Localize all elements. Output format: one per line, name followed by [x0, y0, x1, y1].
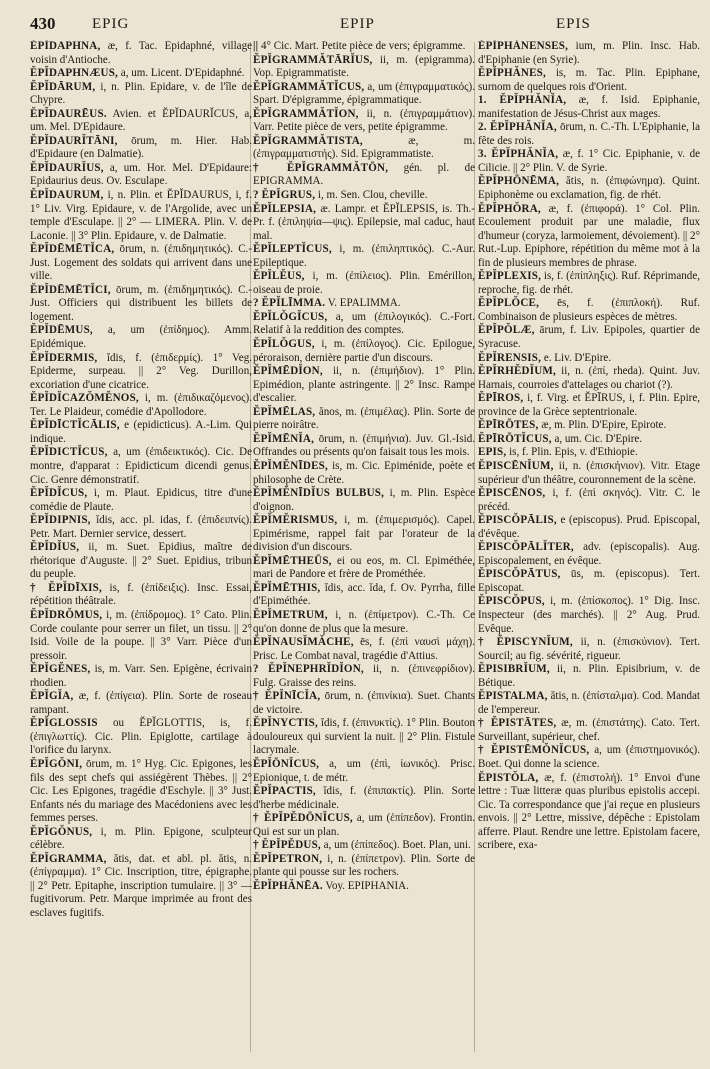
- entry-headword: ĔPĬGLOSSIS: [30, 717, 98, 730]
- dictionary-entry: [253, 514, 475, 555]
- entry-definition: ium, m. Plin. Insc. Hab. d'Epiphanie (en Syrie).: [478, 40, 700, 66]
- dictionary-entry: [478, 40, 700, 67]
- dictionary-entry: [253, 162, 475, 189]
- entry-definition: ĭdis, f. (ἐπινυκτίς). 1° Plin. Bouton douloureux qui survient la nuit. || 2° Plin. Fistule lacrymale.: [253, 717, 475, 757]
- entry-headword: ĔPĬDĬCUS,: [30, 487, 88, 500]
- entry-definition: i, m. (ἐπίσκοπος). 1° Dig. Insc. Inspecteur (des marchés). || 2° Aug. Prud. Evêque.: [478, 595, 700, 635]
- dictionary-entry: [253, 203, 475, 244]
- entry-definition: a, um (ἐπιστημονικός). Boet. Qui donne la science.: [478, 744, 700, 770]
- dictionary-entry: [478, 94, 700, 121]
- entry-headword: ĔPĬGRAMMĂTISTA,: [253, 134, 363, 147]
- dictionary-entry: [253, 406, 475, 433]
- entry-headword: ĔPĬPŎLÆ,: [478, 324, 535, 337]
- entry-headword: ĔPĬGRAMMĂTĬON,: [253, 107, 359, 120]
- entry-definition: æ, f. (ἐπιφορά). 1° Col. Plin. Ecoulement produit par une maladie, flux d'humeur (coryza, larmoiement, dévoiement). || 2° Rut.-Lup. Epiphore, répétition du même mot à la fin de plusieurs membres de phrase.: [478, 202, 700, 269]
- entry-headword: ĔPĬPHĂNENSES,: [478, 40, 569, 52]
- dictionary-entry: [30, 690, 252, 717]
- entry-headword: ĔPĬMĒNĬA,: [253, 432, 315, 445]
- dictionary-entry: [478, 324, 700, 351]
- dictionary-entry: [253, 460, 475, 487]
- entry-headword: ĔPĬGĔNES,: [30, 663, 91, 676]
- entry-headword: † ĔPĬPĔDŌNĬCUS,: [253, 812, 353, 825]
- dictionary-entry: [30, 419, 252, 446]
- entry-definition: 4° Cic. Mart. Petite pièce de vers; épigramme.: [258, 40, 466, 52]
- dictionary-entry: [30, 853, 252, 921]
- dictionary-entry: [30, 514, 252, 541]
- entry-headword: ĔPĬGŎNUS,: [30, 825, 93, 838]
- entry-definition: i, m. (ἐπιληπτικός). C.-Aur. Epileptique.: [253, 243, 475, 269]
- entry-headword: ĔPĬRHĔDĬUM,: [478, 365, 556, 378]
- dictionary-entry: [30, 352, 252, 393]
- entry-headword: ĔPĪROS,: [478, 392, 524, 405]
- dictionary-entry: [253, 555, 475, 582]
- entry-definition: ĭdis, f. (ἐπιδερμίς). 1° Veg. Epiderme, surpeau. || 2° Veg. Durillon, excoriation d'une cicatrice.: [30, 351, 252, 391]
- entry-definition: æ, f. 1° Cic. Epiphanie, v. de Cilicie. || 2° Plin. V. de Syrie.: [478, 148, 700, 174]
- entry-definition: ătis, n. (ἐπιφώνημα). Quint. Epiphonème ou exclamation, fig. de rhét.: [478, 175, 700, 202]
- entry-definition: a, um (ἐπίπεδον). Frontin. Qui est sur un plan.: [253, 812, 475, 838]
- entry-definition: æ, f. Isid. Epiphanie, manifestation de Jésus-Christ aux mages.: [478, 94, 700, 120]
- dictionary-entry: [253, 40, 475, 54]
- dictionary-entry: [253, 189, 475, 203]
- entry-definition: i, m. Plaut. Epidicus, titre d'une comédie de Plaute.: [30, 487, 252, 513]
- dictionary-entry: [478, 297, 700, 324]
- entry-definition: is, f. Plin. Epis, v. d'Ethiopie.: [506, 446, 638, 459]
- entry-headword: ĔPĬDAURĬTĀNI,: [30, 134, 118, 147]
- entry-definition: ii, n. (ἐπισκήνιον). Vitr. Etage supérieur d'un théâtre, couronnement de la scène.: [478, 459, 700, 486]
- dictionary-entry: [30, 81, 252, 108]
- entry-headword: ĔPĬPETRON,: [253, 852, 323, 865]
- entry-definition: a, um. Licent. D'Epidaphné.: [118, 67, 245, 80]
- entry-definition: ou ĔPĬGLOTTIS, is, f. (ἐπιγλωττίς). Cic. Plin. Epiglotte, cartilage à l'orifice du larynx.: [30, 717, 252, 757]
- dictionary-entry: [478, 636, 700, 663]
- entry-definition: i, n. (ἐπίπετρον). Plin. Sorte de plante qui pousse sur les rochers.: [253, 852, 475, 879]
- entry-headword: ĔPĬDICTĬCUS,: [30, 446, 108, 459]
- entry-definition: i, m. Plin. Epigone, sculpteur célèbre.: [30, 825, 252, 852]
- entry-headword: ĔPĬMĔRISMUS,: [253, 514, 338, 527]
- entry-headword: ĔPĪRŌTĬCUS,: [478, 432, 552, 445]
- entry-headword: ĔPISIBRĬUM,: [478, 663, 550, 676]
- dictionary-entry: [30, 487, 252, 514]
- dictionary-entry: [478, 446, 700, 460]
- entry-definition: i, m. (ἐπιδικαζόμενος). Ter. Le Plaideur, comédie d'Apollodore.: [30, 392, 252, 418]
- entry-headword: ĔPĬPHĂNES,: [478, 67, 546, 80]
- dictionary-entry: [30, 609, 252, 663]
- entry-definition: is, m. Varr. Sen. Epigène, écrivain rhodien.: [30, 663, 252, 689]
- entry-definition: is, f. (ἐπίδειξις). Insc. Essai, répétition théâtrale.: [30, 581, 252, 608]
- dictionary-entry: [253, 663, 475, 690]
- column-left: [30, 40, 252, 1060]
- dictionary-entry: [253, 636, 475, 663]
- dictionary-entry: [30, 243, 252, 284]
- dictionary-entry: [253, 243, 475, 270]
- entry-definition: is, f. (ἐπίπληξις). Ruf. Réprimande, reproche, fig. de rhét.: [478, 270, 700, 296]
- entry-definition: ii, n. (ἐπισκύνιον). Tert. Sourcil; au fig. sévérité, rigueur.: [478, 636, 700, 662]
- dictionary-entry: [253, 487, 475, 514]
- entry-headword: ĔPĬLŎGĬCUS,: [253, 310, 328, 323]
- entry-definition: ōrum, n. C.-Th. L'Epiphanie, la fête des rois.: [478, 121, 700, 147]
- entry-definition: ōrum, m. 1° Hyg. Cic. Epigones, les fils des sept chefs qui assiégèrent Thèbes. || 2° Cic. Les Epigones, tragédie d'Eschyle. || 3° Just. Enfants nés du mariage des Macédoniens avec les femmes perses.: [30, 757, 252, 825]
- entry-headword: † ĔPĬDĪXIS,: [30, 581, 102, 594]
- entry-headword: † ĔPĬGRAMMĂTŌN,: [253, 161, 389, 174]
- entry-headword: ? ĔPĬLĪMMA.: [253, 297, 326, 310]
- entry-headword: ĔPĬRENSIS,: [478, 351, 542, 364]
- entry-headword: 2. ĔPĬPHĂNĬA,: [478, 121, 557, 134]
- entry-definition: ĭdis, acc. pl. idas, f. (ἐπιδειπνίς). Petr. Mart. Dernier service, dessert.: [30, 514, 252, 540]
- dictionary-entry: [478, 690, 700, 717]
- entry-definition: a, um (ἐπίδημος). Amm. Epidémique.: [30, 324, 252, 351]
- dictionary-entry: [478, 595, 700, 636]
- entry-definition: Avien. et ĔPĬDAURĬCUS, a, um. Mel. D'Epidaure.: [30, 107, 252, 134]
- entry-headword: ? ĔPĬGRUS,: [253, 189, 316, 202]
- entry-headword: ĔPISCŎPĀLĬTER,: [478, 541, 574, 554]
- entry-definition: ārum, f. Liv. Epipoles, quartier de Syracuse.: [478, 324, 700, 351]
- dictionary-entry: [253, 880, 475, 894]
- entry-definition: i, m. (ἐπίλειος). Plin. Emérillon, oiseau de proie.: [253, 270, 475, 296]
- entry-definition: is, m. Cic. Epiménide, poète et philosophe de Crète.: [253, 459, 475, 486]
- dictionary-entry: [30, 324, 252, 351]
- entry-definition: e. Liv. D'Epire.: [541, 351, 612, 364]
- entry-headword: ĔPISTŎLA,: [478, 771, 539, 784]
- entry-definition: ii, m. (epigramma). Vop. Epigrammatiste.: [253, 53, 475, 80]
- entry-headword: ĔPĬLŎGUS,: [253, 338, 315, 351]
- dictionary-entry: [30, 758, 252, 826]
- dictionary-entry: [478, 203, 700, 271]
- entry-headword: ĔPĬDĬUS,: [30, 541, 80, 554]
- dictionary-entry: [478, 175, 700, 202]
- dictionary-entry: [478, 352, 700, 366]
- entry-headword: ĔPĬMETRUM,: [253, 608, 328, 621]
- dictionary-entry: [478, 717, 700, 744]
- entry-headword: ĔPĬDĬCAZŎMĔNOS,: [30, 392, 139, 405]
- dictionary-entry: [478, 460, 700, 487]
- entry-definition: ōrum, m. (ἐπιδημητικός). C.-Just. Officiers qui distribuent les billets de logement.: [30, 283, 252, 323]
- dictionary-entry: [30, 717, 252, 758]
- entry-headword: † ĔPĬNĪCĬA,: [253, 690, 321, 703]
- dictionary-entry: [30, 284, 252, 325]
- dictionary-entry: [30, 582, 252, 609]
- entry-definition: æ, f. (ἐπίγεια). Plin. Sorte de roseau rampant.: [30, 690, 252, 716]
- dictionary-entry: [253, 812, 475, 839]
- entry-headword: ĔPISCŎPUS,: [478, 595, 545, 608]
- entry-definition: æ, m. Plin. D'Epire, Epirote.: [538, 419, 667, 432]
- entry-definition: e (episcopus). Prud. Episcopal, d'évêque.: [478, 514, 700, 540]
- entry-headword: ĔPĬDAURĬUS,: [30, 161, 104, 174]
- entry-definition: a, um. Cic. D'Epire.: [551, 432, 643, 445]
- running-header: [0, 14, 710, 38]
- entry-headword: ĔPĬGRAMMA,: [30, 852, 107, 865]
- entry-headword: ĔPĬPHŌNĒMA,: [478, 175, 560, 188]
- entry-headword: ĔPĬDRŎMUS,: [30, 608, 103, 621]
- entry-headword: ĔPISCŎPĀLIS,: [478, 514, 557, 527]
- dictionary-entry: [478, 392, 700, 419]
- dictionary-entry: [253, 690, 475, 717]
- dictionary-entry: [30, 67, 252, 81]
- entry-headword: ĔPĬDĒMĒTĬCA,: [30, 243, 115, 256]
- entry-definition: æ. Lampr. et ĔPĬLEPSIS, is. Th.-Pr. f. (ἐπιληψία—ψις). Epilepsie, mal caduc, haut mal.: [253, 202, 475, 242]
- dictionary-entry: [253, 311, 475, 338]
- dictionary-entry: [30, 826, 252, 853]
- entry-definition: i, m. Sen. Clou, cheville.: [315, 189, 428, 202]
- entry-definition: ĭdis, f. (ἐπιπακτίς). Plin. Sorte d'herbe médicinale.: [253, 785, 475, 811]
- running-head-right: EPIS: [556, 16, 591, 32]
- entry-definition: a, um (ἐπιδεικτικός). Cic. De montre, d'apparat : Epidicticum dicendi genus. Cic. Genre démonstratif.: [30, 446, 252, 486]
- entry-headword: ĔPĬDAPHNÆUS,: [30, 67, 119, 80]
- entry-headword: ĔPĬŌNĬCUS,: [253, 757, 320, 770]
- entry-headword: ĔPĬDĀRUM,: [30, 80, 96, 93]
- dictionary-entry: [30, 446, 252, 487]
- entry-headword: ĔPĬPLEXIS,: [478, 270, 542, 283]
- entry-definition: ei ou eos, m. Cl. Epiméthée, mari de Pandore et frère de Prométhée.: [253, 554, 475, 581]
- dictionary-entry: [253, 839, 475, 853]
- entry-headword: ĔPĬDĪCTĬCĀLIS,: [30, 419, 120, 432]
- entry-definition: ii, n. (ἐπιγραμμάτιον). Varr. Petite pièce de vers, petite épigramme.: [253, 107, 475, 134]
- entry-definition: i, f. (ἐπὶ σκηνός). Vitr. C. le précéd.: [478, 487, 700, 513]
- entry-definition: ēs, f. (ἐπὶ ναυσὶ μάχη). Prisc. Le Combat naval, tragédie d'Attius.: [253, 636, 475, 662]
- dictionary-entry: [478, 365, 700, 392]
- entry-definition: ĭdis, acc. ĭda, f. Ov. Pyrrha, fille d'Epiméthée.: [253, 581, 475, 608]
- entry-headword: ĔPĬDERMIS,: [30, 351, 98, 364]
- entry-headword: † ĔPISTĀTES,: [478, 717, 557, 730]
- dictionary-entry: [30, 189, 252, 243]
- dictionary-entry: [253, 135, 475, 162]
- entry-definition: ii, m. Suet. Epidius, maître de rhétorique d'Auguste. || 2° Suet. Epidius, tribun du peuple.: [30, 541, 252, 581]
- entry-headword: ĔPĪRŌTES,: [478, 419, 539, 432]
- entry-definition: a, um (ἐπίπεδος). Boet. Plan, uni.: [320, 839, 471, 852]
- entry-definition: ii, n. Plin. Episibrium, v. de Bétique.: [478, 663, 700, 689]
- entry-headword: ĔPĬDĒMĒTĬCI,: [30, 283, 111, 296]
- entry-headword: ĔPĬPACTIS,: [253, 785, 316, 798]
- entry-definition: ătis, dat. et abl. pl. ătis, n. (ἐπίγραμμα). 1° Cic. Inscription, titre, épigraphe. || 2° Petr. Epitaphe, inscription tumulaire. || 3° — fugitivorum. Petr. Marque imprimée au front des esclaves fugitifs.: [30, 852, 252, 919]
- dictionary-entry: [478, 270, 700, 297]
- entry-headword: ĔPĬGRAMMĂTĬCUS,: [253, 80, 365, 93]
- entry-headword: † ĔPĬPĔDUS,: [253, 839, 321, 852]
- dictionary-entry: [253, 338, 475, 365]
- dictionary-entry: [30, 40, 252, 67]
- dictionary-entry: [30, 135, 252, 162]
- entry-headword: ĔPĬGŎNI,: [30, 757, 83, 770]
- entry-headword: ĔPĬNAUSĬMĂCHE,: [253, 636, 354, 649]
- dictionary-entry: [478, 514, 700, 541]
- entry-definition: i, m. (ἐπιμερισμός). Capel. Epimérisme, rappel fait par l'orateur de la division d'un discours.: [253, 514, 475, 554]
- entry-definition: i, n. (ἐπίμετρον). C.-Th. Ce qu'on donne de plus que la mesure.: [253, 608, 475, 635]
- entry-headword: † ĔPISCYNĬUM,: [478, 636, 573, 649]
- entry-definition: ii, n. (ἐπινεφρίδιον). Fulg. Graisse des reins.: [253, 663, 475, 689]
- dictionary-entry: [253, 853, 475, 880]
- entry-definition: æ, m. (ἐπιγραμματιστής). Sid. Epigrammatiste.: [253, 134, 475, 161]
- entry-definition: i, m. (ἐπίδρομος). 1° Cato. Plin. Corde coulante pour serrer un filet, un tissu. || 2° Isid. Voile de la poupe. || 3° Varr. Pièce d'un pressoir.: [30, 608, 252, 662]
- entry-definition: is, m. Tac. Plin. Epiphane, surnom de quelques rois d'Orient.: [478, 67, 700, 93]
- entry-headword: ĔPĬDIPNIS,: [30, 514, 91, 527]
- entry-headword: ĔPĬDAPHNA,: [30, 40, 101, 52]
- entry-definition: ēs, f. (ἐπιπλοκή). Ruf. Combinaison de plusieurs espèces de mètres.: [478, 297, 700, 323]
- entry-headword: ĔPĬDAURUM,: [30, 189, 104, 202]
- entry-headword: ||: [253, 40, 259, 52]
- dictionary-entry: [253, 108, 475, 135]
- dictionary-entry: [478, 67, 700, 94]
- entry-definition: ūs, m. (episcopus). Tert. Episcopat.: [478, 568, 700, 594]
- entry-definition: e (epidicticus). A.-Lim. Qui indique.: [30, 419, 252, 445]
- dictionary-entry: [478, 433, 700, 447]
- entry-headword: ĔPISCĒNĬUM,: [478, 459, 554, 472]
- entry-definition: ōrum, n. (ἐπιδημητικός). C.-Just. Logement des soldats qui arrivent dans une ville.: [30, 243, 252, 283]
- dictionary-entry: [253, 81, 475, 108]
- dictionary-entry: [253, 433, 475, 460]
- entry-headword: ĔPĬDĒMUS,: [30, 324, 93, 337]
- dictionary-entry: [30, 392, 252, 419]
- entry-definition: ōrum, n. (ἐπινίκια). Suet. Chants de victoire.: [253, 690, 475, 716]
- entry-definition: adv. (episcopalis). Aug. Episcopalement, en évêque.: [478, 541, 700, 567]
- entry-headword: ĔPĬDAURĒUS.: [30, 107, 107, 120]
- entry-definition: a, um (ἐπὶ, ἰωνικός). Prisc. Epionique, t. de métr.: [253, 757, 475, 784]
- column-middle: [253, 40, 475, 1060]
- entry-definition: a, um. Hor. Mel. D'Epidaure: Epidaurius deus. Ov. Esculape.: [30, 161, 252, 188]
- entry-headword: 3. ĔPĬPHĂNĬA,: [478, 148, 559, 161]
- entry-definition: i, m. (ἐπίλογος). Cic. Epilogue, péroraison, dernière partie d'un discours.: [253, 338, 475, 364]
- dictionary-entry: [478, 121, 700, 148]
- dictionary-entry: [253, 365, 475, 406]
- entry-definition: ōrum, n. (ἐπιμήνια). Juv. Gl.-Isid. Offrandes ou présents qu'on faisait tous les mois.: [253, 432, 475, 459]
- entry-definition: æ, m. (ἐπιστάτης). Cato. Tert. Surveillant, supérieur, chef.: [478, 717, 700, 743]
- dictionary-entry: [478, 663, 700, 690]
- entry-headword: ĔPĬMĔNĪDES,: [253, 459, 328, 472]
- entry-definition: Voy. EPIPHANIA.: [322, 879, 409, 892]
- dictionary-entry: [253, 758, 475, 785]
- entry-definition: i, m. Plin. Espèce d'oignon.: [253, 487, 475, 513]
- entry-headword: ĔPISCĒNOS,: [478, 487, 546, 500]
- dictionary-entry: [478, 744, 700, 771]
- entry-definition: ănos, m. (ἐπιμέλας). Plin. Sorte de pierre noirâtre.: [253, 405, 475, 432]
- dictionary-entry: [478, 148, 700, 175]
- dictionary-entry: [478, 541, 700, 568]
- entry-headword: ĔPĬMĒDĬON,: [253, 365, 323, 378]
- entry-definition: a, um (ἐπιλογικός). C.-Fort. Relatif à la reddition des comptes.: [253, 310, 475, 337]
- running-head-center: EPIP: [340, 16, 375, 32]
- dictionary-entry: [478, 487, 700, 514]
- entry-headword: ĔPĬMĒTHIS,: [253, 581, 321, 594]
- entry-definition: i, n. Plin. Epidare, v. de l'île de Chypre.: [30, 80, 252, 107]
- dictionary-entry: [253, 54, 475, 81]
- entry-headword: ? ĔPĬNEPHRĬDĬON,: [253, 663, 364, 676]
- entry-headword: ĔPISCŎPĀTUS,: [478, 568, 561, 581]
- entry-definition: i, f. Virg. et ĔPĪRUS, i, f. Plin. Epire, province de la Grèce septentrionale.: [478, 392, 700, 418]
- entry-headword: 1. ĔPĬPHĂNĬA,: [478, 94, 567, 107]
- entry-definition: i, n. Plin. et ĔPĬDAURUS, i, f. 1° Liv. Virg. Epidaure, v. de l'Argolide, avec un temple d'Esculape. || 2° — LIMERA. Plin. V. de Laconie. || 3° Plin. Epidaure, v. de Dalmatie.: [30, 189, 252, 242]
- dictionary-entry: [253, 582, 475, 609]
- entry-headword: EPIS,: [478, 446, 507, 459]
- page-number: 430: [30, 14, 56, 33]
- entry-definition: gén. pl. de EPIGRAMMA.: [253, 161, 475, 188]
- dictionary-entry: [253, 297, 475, 311]
- entry-headword: ĔPĬPLŎCE,: [478, 297, 540, 310]
- entry-headword: ĔPĬPHŎRA,: [478, 202, 541, 215]
- dictionary-entry: [478, 419, 700, 433]
- dictionary-entry: [253, 270, 475, 297]
- dictionary-entry: [30, 162, 252, 189]
- dictionary-entry: [253, 785, 475, 812]
- entry-definition: ōrum, m. Hier. Hab. d'Epidaure (en Dalmatie).: [30, 134, 252, 161]
- entry-headword: ĔPĬMĔNĪDĬUS BULBUS,: [253, 487, 385, 500]
- entry-definition: ii, n. (ἐπί, rheda). Quint. Juv. Harnais, courroies d'attelages ou chariot (?).: [478, 365, 700, 391]
- entry-headword: ĔPĬNYCTIS,: [253, 717, 318, 730]
- dictionary-entry: [478, 772, 700, 853]
- entry-definition: a, um (ἐπιγραμματικός). Spart. D'épigramme, épigrammatique.: [253, 80, 475, 107]
- entry-headword: ĔPĬGĬA,: [30, 690, 74, 703]
- dictionary-entry: [253, 609, 475, 636]
- dictionary-entry: [30, 108, 252, 135]
- dictionary-entry: [30, 541, 252, 582]
- entry-definition: V. EPALIMMA.: [325, 297, 401, 310]
- entry-headword: ĔPĬLEPSIA,: [253, 202, 317, 215]
- column-right: [478, 40, 700, 1060]
- entry-headword: ĔPĬLĔUS,: [253, 270, 305, 283]
- entry-headword: † ĔPISTĒMŎNĬCUS,: [478, 744, 590, 757]
- entry-definition: ii, n. (ἐπιμήδιον). 1° Plin. Epimédion, plante astringente. || 2° Insc. Rampe d'escalier.: [253, 365, 475, 405]
- entry-headword: ĔPĬPHĂNĒA.: [253, 879, 323, 892]
- entry-definition: æ, f. (ἐπιστολή). 1° Envoi d'une lettre : Tuæ litteræ quas pluribus epistolis accepi. Cic. Ta correspondance que j'ai reçue en plusieurs envois. || 2° Lettre, missive, dépêche : Epistolam afferre. Plaut. Rendre une lettre. Epistolam facere, scribere, exa-: [478, 771, 700, 852]
- running-head-left: EPIG: [92, 16, 130, 32]
- dictionary-entry: [478, 568, 700, 595]
- dictionary-entry: [253, 717, 475, 758]
- entry-headword: ĔPĬMĒLAS,: [253, 405, 316, 418]
- entry-headword: ĔPĬLEPTĬCUS,: [253, 243, 332, 256]
- entry-headword: ĔPISTALMA,: [478, 690, 548, 703]
- entry-headword: ĔPĬMĒTHEŪS,: [253, 554, 332, 567]
- entry-headword: ĔPĬGRAMMĂTĀRĬUS,: [253, 53, 373, 66]
- entry-definition: æ, f. Tac. Epidaphné, village voisin d'Antioche.: [30, 40, 252, 66]
- dictionary-entry: [30, 663, 252, 690]
- entry-definition: ătis, n. (ἐπίσταλμα). Cod. Mandat de l'empereur.: [478, 690, 700, 716]
